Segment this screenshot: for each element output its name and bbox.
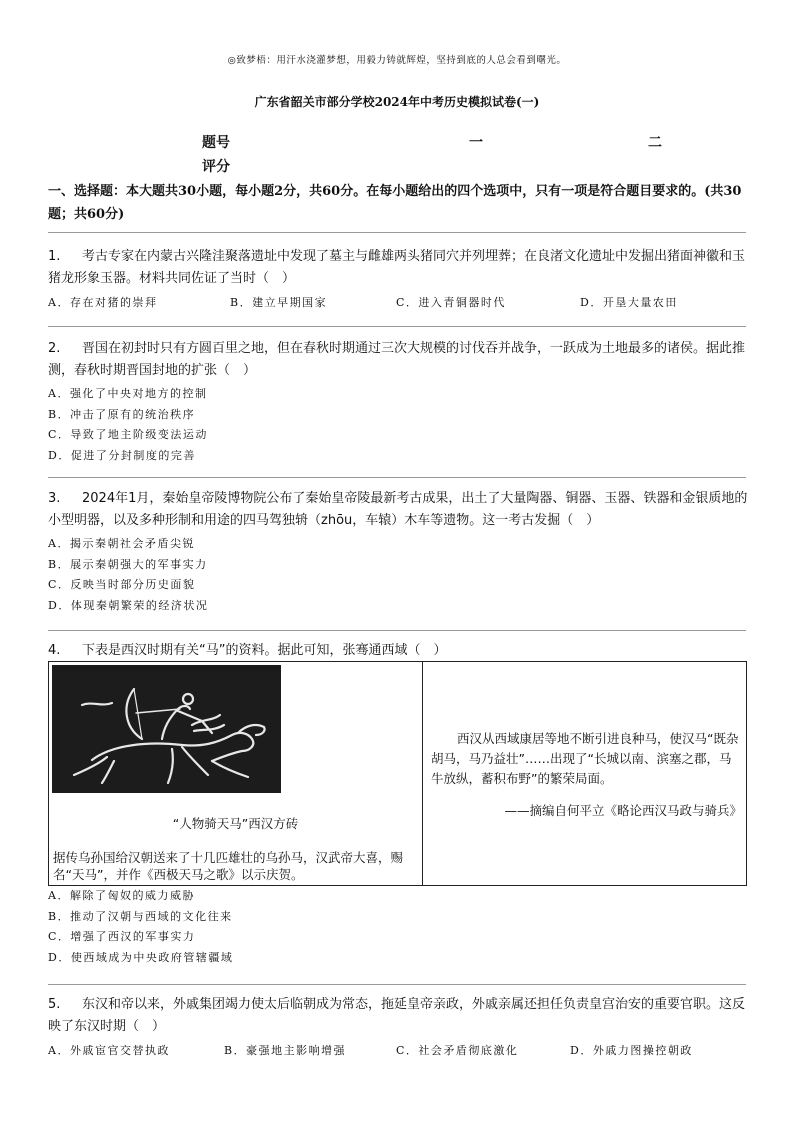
option-a[interactable]: A．强化了中央对地方的控制 [48, 387, 208, 400]
question-text: 考古专家在内蒙古兴隆洼聚落遗址中发现了墓主与雌雄两头猪同穴并列埋葬；在良渚文化遗址中发掘出猪面神徽和玉猪龙形象玉器。材料共同佐证了当时（ ） [48, 249, 746, 286]
divider [48, 326, 746, 327]
question-stem [48, 488, 748, 532]
section-heading: 一、选择题：本大题共30小题，每小题2分，共60分。在每小题给出的四个选项中，只有一项是符合题目要求的。(共30题；共60分) [48, 184, 742, 222]
option-b[interactable]: B．冲击了原有的统治秩序 [48, 407, 196, 421]
option-b[interactable]: B．展示秦朝强大的军事实力 [48, 557, 208, 571]
question-4-options [48, 886, 748, 968]
score-col-two: 二 [648, 135, 662, 151]
option-d[interactable]: D．使西域成为中央政府管辖疆域 [48, 950, 234, 964]
divider [48, 984, 746, 985]
material-text: 西汉从西域康居等地不断引进良种马，使汉马“既杂胡马，马乃益壮”……出现了“长城以南、滨塞之郡，马牛放纵，蓄积布野”的繁荣局面。 [431, 731, 739, 786]
material-note: 据传乌孙国给汉朝送来了十几匹雄壮的乌孙马，汉武帝大喜，赐名“天马”，并作《西极天马之歌》以示庆贺。 [53, 850, 404, 882]
question-2 [48, 338, 748, 466]
question-5 [48, 994, 748, 1061]
question-stem [48, 640, 748, 662]
question-number: 3. [48, 491, 61, 506]
question-3 [48, 488, 748, 616]
question-number: 1. [48, 249, 61, 264]
score-row-label-number: 题号 [202, 135, 230, 151]
divider [48, 477, 746, 478]
question-stem [48, 994, 748, 1038]
question-number: 2. [48, 341, 61, 356]
option-a[interactable]: A．解除了匈奴的威力威胁 [48, 889, 195, 902]
material-source: ——摘编自何平立《略论西汉马政与骑兵》 [504, 803, 742, 818]
score-row-label-score: 评分 [202, 159, 230, 175]
material-table [48, 661, 747, 886]
question-text: 下表是西汉时期有关“马”的资料。据此可知，张骞通西域（ ） [82, 643, 447, 658]
question-1 [48, 246, 748, 313]
option-c[interactable]: C．反映当时部分历史面貌 [48, 578, 196, 591]
question-number: 5. [48, 997, 61, 1012]
option-c[interactable]: C．增强了西汉的军事实力 [48, 930, 196, 943]
motto: ◎致梦梧：用汗水浇灌梦想，用毅力铸就辉煌，坚持到底的人总会看到曙光。 [227, 55, 567, 66]
option-c[interactable]: C．进入青铜器时代 [396, 296, 506, 309]
question-stem [48, 246, 748, 290]
divider [48, 232, 746, 233]
image-caption: “人物骑天马”西汉方砖 [172, 816, 299, 831]
option-d[interactable]: D．开垦大量农田 [580, 296, 678, 309]
option-b[interactable]: B．推动了汉朝与西域的文化往来 [48, 909, 233, 923]
question-stem [48, 338, 748, 382]
divider [48, 630, 746, 631]
question-text: 晋国在初封时只有方圆百里之地，但在春秋时期通过三次大规模的讨伐吞并战争，一跃成为土地最多的诸侯。据此推测，春秋时期晋国封地的扩张（ ） [48, 341, 746, 378]
score-col-one: 一 [469, 135, 483, 151]
option-d[interactable]: D．促进了分封制度的完善 [48, 448, 196, 462]
option-d[interactable]: D．体现秦朝繁荣的经济状况 [48, 598, 209, 612]
option-b[interactable]: B．豪强地主影响增强 [224, 1044, 347, 1057]
question-4 [48, 640, 748, 662]
material-right-cell [423, 662, 746, 885]
question-number: 4. [48, 643, 61, 658]
option-d[interactable]: D．外戚力图操控朝政 [570, 1044, 693, 1057]
option-c[interactable]: C．社会矛盾彻底激化 [396, 1044, 519, 1057]
option-a[interactable]: A．外戚宦官交替执政 [48, 1044, 170, 1057]
question-text: 东汉和帝以来，外戚集团竭力使太后临朝成为常态，拖延皇帝亲政，外戚亲属还担任负责皇宫治安的重要官职。这反映了东汉时期（ ） [48, 997, 746, 1034]
page-title: 广东省韶关市部分学校2024年中考历史模拟试卷(一) [254, 95, 540, 109]
option-b[interactable]: B．建立早期国家 [230, 296, 328, 309]
option-c[interactable]: C．导致了地主阶级变法运动 [48, 428, 208, 441]
question-text: 2024年1月，秦始皇帝陵博物院公布了秦始皇帝陵最新考古成果，出土了大量陶器、铜器、玉器、铁器和金银质地的小型明器，以及多种形制和用途的四马驾独辀（zhōu，车辕）木车等遗物。这一考古发掘（ ） [48, 491, 748, 528]
material-left-cell [49, 662, 423, 885]
option-a[interactable]: A．存在对猪的崇拜 [48, 296, 158, 309]
horse-rider-rubbing-image [52, 665, 281, 793]
option-a[interactable]: A．揭示秦朝社会矛盾尖锐 [48, 537, 195, 550]
